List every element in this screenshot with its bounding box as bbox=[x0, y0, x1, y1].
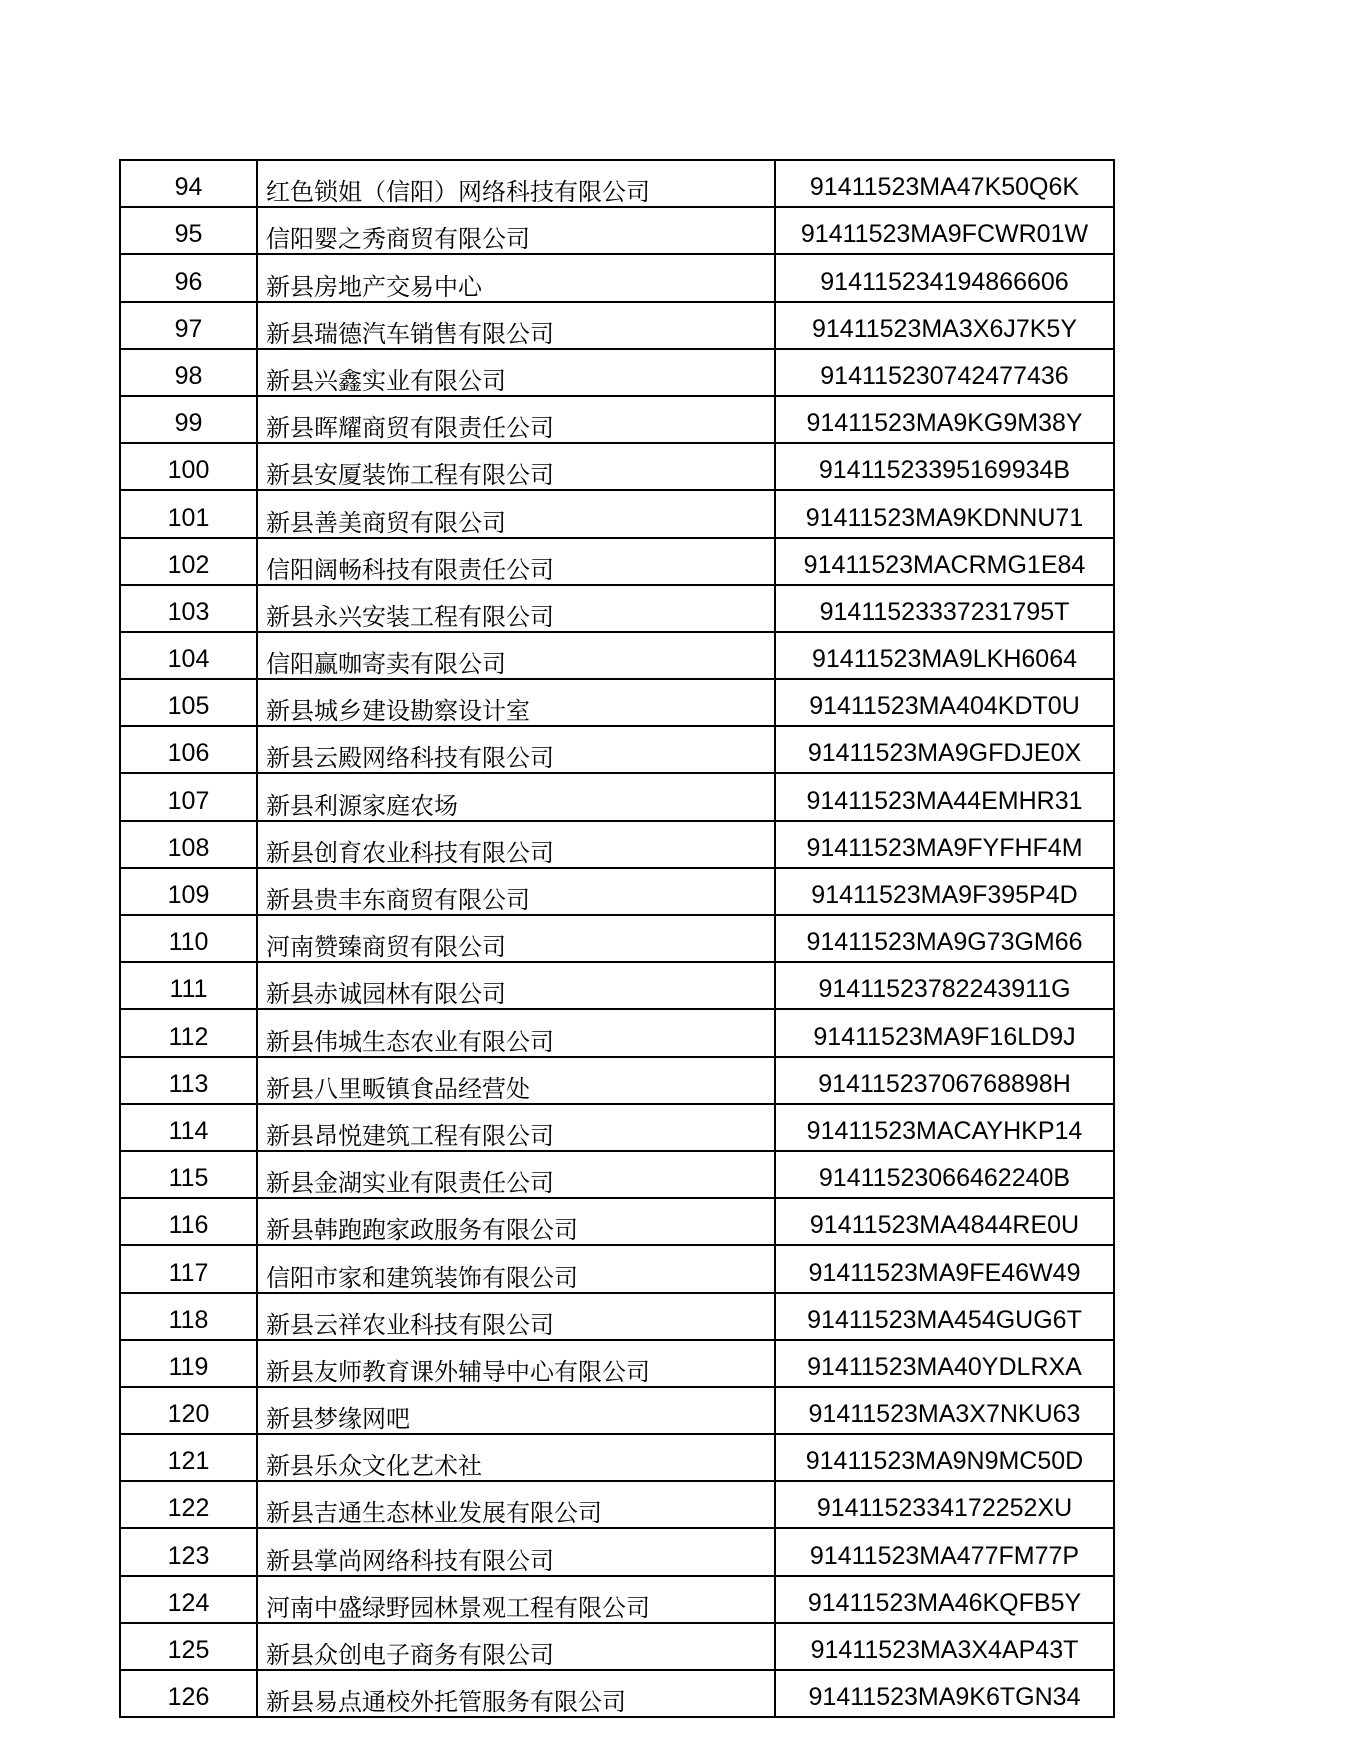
row-number-cell: 94 bbox=[120, 160, 257, 207]
credit-code-cell: 91411523MA404KDT0U bbox=[775, 679, 1114, 726]
credit-code-cell: 91411523MA46KQFB5Y bbox=[775, 1576, 1114, 1623]
table-row bbox=[120, 1245, 1114, 1292]
row-number-cell: 100 bbox=[120, 443, 257, 490]
table-row bbox=[120, 1151, 1114, 1198]
row-number-cell: 124 bbox=[120, 1576, 257, 1623]
company-name-cell: 新县利源家庭农场 bbox=[257, 773, 775, 820]
company-name-cell: 新县安厦装饰工程有限公司 bbox=[257, 443, 775, 490]
company-name-cell: 新县八里畈镇食品经营处 bbox=[257, 1057, 775, 1104]
credit-code-cell: 91411523MA3X4AP43T bbox=[775, 1623, 1114, 1670]
company-name-cell: 新县晖耀商贸有限责任公司 bbox=[257, 396, 775, 443]
credit-code-cell: 91411523MACAYHKP14 bbox=[775, 1104, 1114, 1151]
table-row bbox=[120, 1481, 1114, 1528]
credit-code-cell: 91411523MA9FCWR01W bbox=[775, 207, 1114, 254]
row-number-cell: 110 bbox=[120, 915, 257, 962]
company-name-cell: 新县掌尚网络科技有限公司 bbox=[257, 1528, 775, 1575]
credit-code-cell: 9141152334172252XU bbox=[775, 1481, 1114, 1528]
company-name-cell: 信阳赢咖寄卖有限公司 bbox=[257, 632, 775, 679]
company-name-cell: 新县韩跑跑家政服务有限公司 bbox=[257, 1198, 775, 1245]
company-name-cell: 信阳婴之秀商贸有限公司 bbox=[257, 207, 775, 254]
row-number-cell: 118 bbox=[120, 1293, 257, 1340]
row-number-cell: 109 bbox=[120, 868, 257, 915]
table-row bbox=[120, 726, 1114, 773]
row-number-cell: 122 bbox=[120, 1481, 257, 1528]
company-name-cell: 新县云殿网络科技有限公司 bbox=[257, 726, 775, 773]
table-row bbox=[120, 1009, 1114, 1056]
table-row bbox=[120, 1057, 1114, 1104]
company-name-cell: 河南赞臻商贸有限公司 bbox=[257, 915, 775, 962]
credit-code-cell: 914115230742477436 bbox=[775, 349, 1114, 396]
credit-code-cell: 91411523MA9KDNNU71 bbox=[775, 490, 1114, 537]
credit-code-cell: 91411523MA9FYFHF4M bbox=[775, 821, 1114, 868]
table-row bbox=[120, 632, 1114, 679]
table-row bbox=[120, 302, 1114, 349]
credit-code-cell: 91411523395169934B bbox=[775, 443, 1114, 490]
credit-code-cell: 91411523MA454GUG6T bbox=[775, 1293, 1114, 1340]
row-number-cell: 121 bbox=[120, 1434, 257, 1481]
credit-code-cell: 91411523MA9KG9M38Y bbox=[775, 396, 1114, 443]
credit-code-cell: 914115234194866606 bbox=[775, 254, 1114, 301]
table-row bbox=[120, 254, 1114, 301]
row-number-cell: 97 bbox=[120, 302, 257, 349]
table-row bbox=[120, 1340, 1114, 1387]
company-table bbox=[119, 159, 1115, 1718]
credit-code-cell: 91411523MA9F395P4D bbox=[775, 868, 1114, 915]
row-number-cell: 120 bbox=[120, 1387, 257, 1434]
company-name-cell: 河南中盛绿野园林景观工程有限公司 bbox=[257, 1576, 775, 1623]
table-row bbox=[120, 1576, 1114, 1623]
company-name-cell: 新县梦缘网吧 bbox=[257, 1387, 775, 1434]
company-name-cell: 新县乐众文化艺术社 bbox=[257, 1434, 775, 1481]
company-name-cell: 新县善美商贸有限公司 bbox=[257, 490, 775, 537]
table-row bbox=[120, 490, 1114, 537]
row-number-cell: 98 bbox=[120, 349, 257, 396]
credit-code-cell: 91411523MA9N9MC50D bbox=[775, 1434, 1114, 1481]
row-number-cell: 125 bbox=[120, 1623, 257, 1670]
credit-code-cell: 91411523782243911G bbox=[775, 962, 1114, 1009]
table-row bbox=[120, 868, 1114, 915]
credit-code-cell: 91411523MACRMG1E84 bbox=[775, 538, 1114, 585]
company-name-cell: 新县云祥农业科技有限公司 bbox=[257, 1293, 775, 1340]
credit-code-cell: 91411523MA9F16LD9J bbox=[775, 1009, 1114, 1056]
table-row bbox=[120, 1387, 1114, 1434]
credit-code-cell: 91411523MA40YDLRXA bbox=[775, 1340, 1114, 1387]
row-number-cell: 95 bbox=[120, 207, 257, 254]
table-row bbox=[120, 538, 1114, 585]
credit-code-cell: 91411523337231795T bbox=[775, 585, 1114, 632]
table-row bbox=[120, 1104, 1114, 1151]
table-row bbox=[120, 1434, 1114, 1481]
credit-code-cell: 91411523MA9FE46W49 bbox=[775, 1245, 1114, 1292]
company-name-cell: 新县吉通生态林业发展有限公司 bbox=[257, 1481, 775, 1528]
company-name-cell: 新县永兴安装工程有限公司 bbox=[257, 585, 775, 632]
credit-code-cell: 91411523MA44EMHR31 bbox=[775, 773, 1114, 820]
row-number-cell: 116 bbox=[120, 1198, 257, 1245]
row-number-cell: 96 bbox=[120, 254, 257, 301]
table-row bbox=[120, 821, 1114, 868]
table-row bbox=[120, 443, 1114, 490]
row-number-cell: 115 bbox=[120, 1151, 257, 1198]
company-name-cell: 新县兴鑫实业有限公司 bbox=[257, 349, 775, 396]
table-row bbox=[120, 1670, 1114, 1717]
company-name-cell: 信阳市家和建筑装饰有限公司 bbox=[257, 1245, 775, 1292]
company-name-cell: 新县友师教育课外辅导中心有限公司 bbox=[257, 1340, 775, 1387]
credit-code-cell: 91411523MA9LKH6064 bbox=[775, 632, 1114, 679]
table-row bbox=[120, 207, 1114, 254]
row-number-cell: 111 bbox=[120, 962, 257, 1009]
company-name-cell: 新县贵丰东商贸有限公司 bbox=[257, 868, 775, 915]
credit-code-cell: 91411523MA47K50Q6K bbox=[775, 160, 1114, 207]
row-number-cell: 101 bbox=[120, 490, 257, 537]
row-number-cell: 113 bbox=[120, 1057, 257, 1104]
row-number-cell: 108 bbox=[120, 821, 257, 868]
table-row bbox=[120, 915, 1114, 962]
row-number-cell: 123 bbox=[120, 1528, 257, 1575]
company-name-cell: 新县创育农业科技有限公司 bbox=[257, 821, 775, 868]
table-row bbox=[120, 962, 1114, 1009]
row-number-cell: 106 bbox=[120, 726, 257, 773]
table-row bbox=[120, 585, 1114, 632]
credit-code-cell: 91411523MA9GFDJE0X bbox=[775, 726, 1114, 773]
credit-code-cell: 91411523MA3X7NKU63 bbox=[775, 1387, 1114, 1434]
row-number-cell: 105 bbox=[120, 679, 257, 726]
row-number-cell: 119 bbox=[120, 1340, 257, 1387]
company-name-cell: 新县众创电子商务有限公司 bbox=[257, 1623, 775, 1670]
row-number-cell: 107 bbox=[120, 773, 257, 820]
credit-code-cell: 91411523MA477FM77P bbox=[775, 1528, 1114, 1575]
credit-code-cell: 91411523MA9G73GM66 bbox=[775, 915, 1114, 962]
row-number-cell: 126 bbox=[120, 1670, 257, 1717]
company-name-cell: 新县金湖实业有限责任公司 bbox=[257, 1151, 775, 1198]
credit-code-cell: 91411523706768898H bbox=[775, 1057, 1114, 1104]
row-number-cell: 114 bbox=[120, 1104, 257, 1151]
table-row bbox=[120, 1198, 1114, 1245]
company-name-cell: 新县城乡建设勘察设计室 bbox=[257, 679, 775, 726]
table-row bbox=[120, 396, 1114, 443]
company-name-cell: 新县伟城生态农业有限公司 bbox=[257, 1009, 775, 1056]
company-name-cell: 新县昂悦建筑工程有限公司 bbox=[257, 1104, 775, 1151]
company-name-cell: 红色锁姐（信阳）网络科技有限公司 bbox=[257, 160, 775, 207]
credit-code-cell: 91411523066462240B bbox=[775, 1151, 1114, 1198]
row-number-cell: 104 bbox=[120, 632, 257, 679]
row-number-cell: 112 bbox=[120, 1009, 257, 1056]
row-number-cell: 99 bbox=[120, 396, 257, 443]
row-number-cell: 103 bbox=[120, 585, 257, 632]
table-row bbox=[120, 1293, 1114, 1340]
credit-code-cell: 91411523MA3X6J7K5Y bbox=[775, 302, 1114, 349]
table-row bbox=[120, 773, 1114, 820]
table-row bbox=[120, 679, 1114, 726]
row-number-cell: 117 bbox=[120, 1245, 257, 1292]
credit-code-cell: 91411523MA4844RE0U bbox=[775, 1198, 1114, 1245]
table-row bbox=[120, 1528, 1114, 1575]
table-body bbox=[120, 160, 1114, 1717]
company-name-cell: 新县易点通校外托管服务有限公司 bbox=[257, 1670, 775, 1717]
company-name-cell: 信阳阔畅科技有限责任公司 bbox=[257, 538, 775, 585]
table-row bbox=[120, 349, 1114, 396]
table-row bbox=[120, 1623, 1114, 1670]
credit-code-cell: 91411523MA9K6TGN34 bbox=[775, 1670, 1114, 1717]
company-name-cell: 新县房地产交易中心 bbox=[257, 254, 775, 301]
company-name-cell: 新县赤诚园林有限公司 bbox=[257, 962, 775, 1009]
company-name-cell: 新县瑞德汽车销售有限公司 bbox=[257, 302, 775, 349]
table-row bbox=[120, 160, 1114, 207]
row-number-cell: 102 bbox=[120, 538, 257, 585]
